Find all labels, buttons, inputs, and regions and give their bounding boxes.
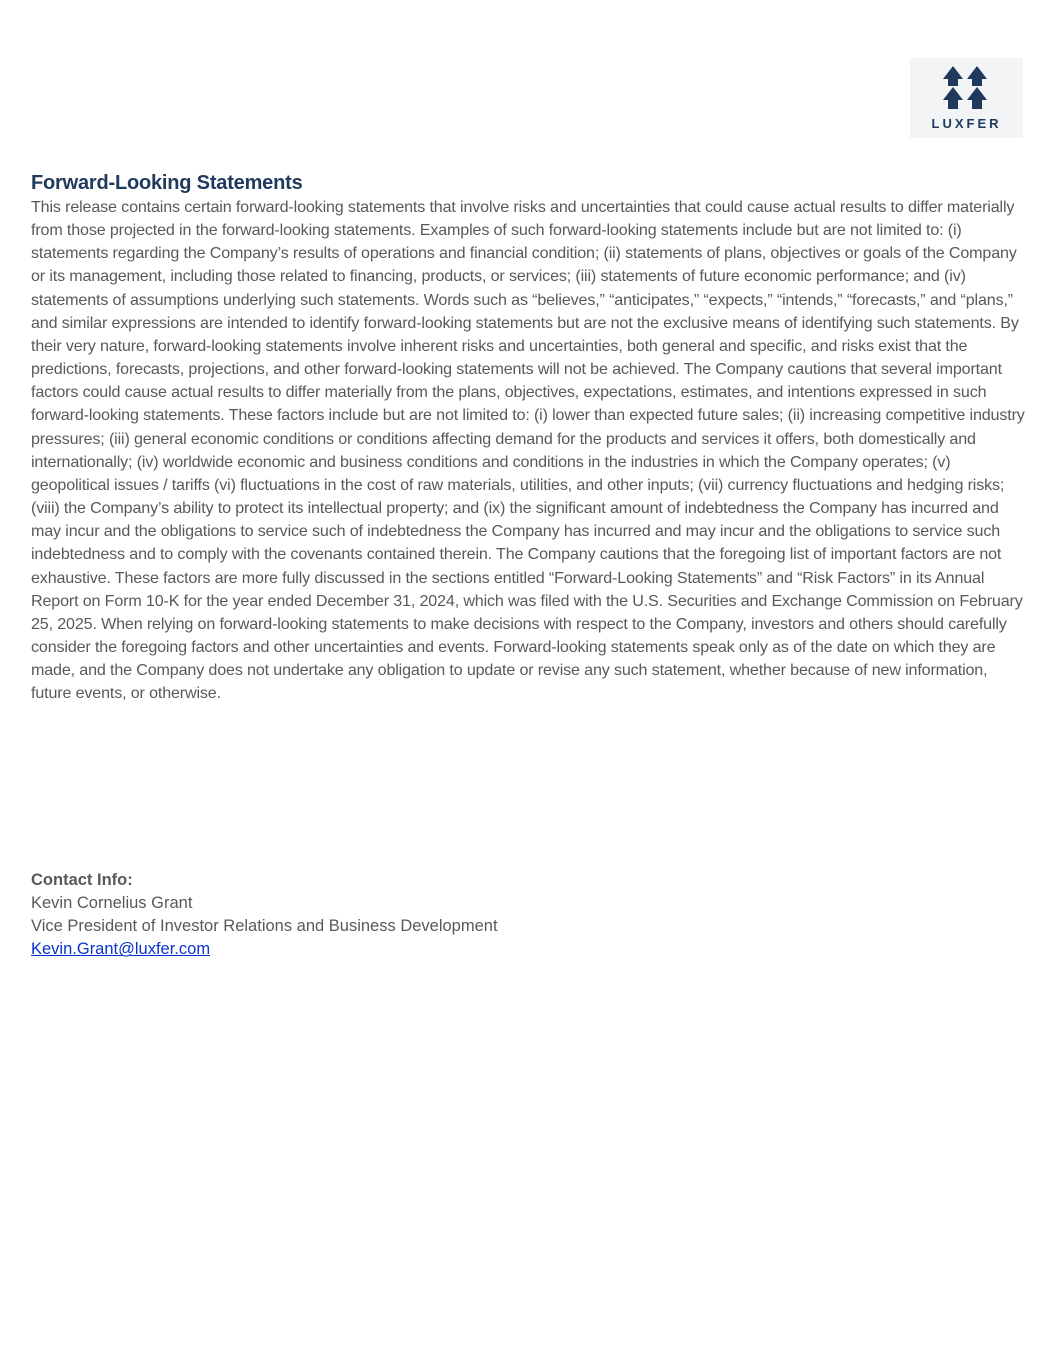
contact-info bbox=[31, 869, 731, 962]
logo-wordmark: LUXFER bbox=[931, 116, 1002, 131]
forward-looking-section bbox=[31, 170, 1027, 705]
section-title: Forward-Looking Statements bbox=[31, 172, 303, 194]
contact-title: Vice President of Investor Relations and Business Development bbox=[31, 917, 498, 936]
contact-email-link[interactable]: Kevin.Grant@luxfer.com bbox=[31, 940, 211, 959]
contact-name: Kevin Cornelius Grant bbox=[31, 894, 193, 913]
section-body: This release contains certain forward-looking statements that involve risks and uncertainties that could cause actual results to differ materially from those projected in the forward-looking statements. Examples of such forward-looking statements include but are not limited to: (i) statements regarding the Company’s results of operations and financial condition; (ii) statements of plans, objectives or goals of the Company or its management, including those related to financing, products, or services; (iii) statements of future economic performance; and (iv) statements of assumptions underlying such statements. Words such as “believes,” “anticipates,” “expects,” “intends,” “forecasts,” and “plans,” and similar expressions are intended to identify forward-looking statements but are not the exclusive means of identifying such statements. By their very nature, forward-looking statements involve inherent risks and uncertainties, both general and specific, and risks exist that the predictions, forecasts, projections, and other forward-looking statements will not be achieved. The Company cautions that several important factors could cause actual results to differ materially from the plans, objectives, expectations, estimates, and intentions expressed in such forward-looking statements. These factors include but are not limited to: (i) lower than expected future sales; (ii) increasing competitive industry pressures; (iii) general economic conditions or conditions affecting demand for the products and services it offers, both domestically and internationally; (iv) worldwide economic and business conditions and conditions in the industries in which the Company operates; (v) geopolitical issues / tariffs (vi) fluctuations in the cost of raw materials, utilities, and other inputs; (vii) currency fluctuations and hedging risks; (viii) the Company’s ability to protect its intellectual property; and (ix) the significant amount of indebtedness the Company has incurred and may incur and the obligations to service such of indebtedness the Company has incurred and may incur and the obligations to service such indebtedness and to comply with the covenants contained therein. The Company cautions that the foregoing list of important factors are not exhaustive. These factors are more fully discussed in the sections entitled “Forward-Looking Statements” and “Risk Factors” in its Annual Report on Form 10-K for the year ended December 31, 2024, which was filed with the U.S. Securities and Exchange Commission on February 25, 2025. When relying on forward-looking statements to make decisions with respect to the Company, investors and others should carefully consider the foregoing factors and other uncertainties and events. Forward-looking statements speak only as of the date on which they are made, and the Company does not undertake any obligation to update or revise any such statement, whether because of new information, future events, or otherwise. bbox=[31, 198, 1025, 703]
luxfer-logo bbox=[910, 58, 1023, 138]
luxfer-arrows-icon bbox=[942, 65, 990, 111]
contact-heading: Contact Info: bbox=[31, 871, 133, 889]
